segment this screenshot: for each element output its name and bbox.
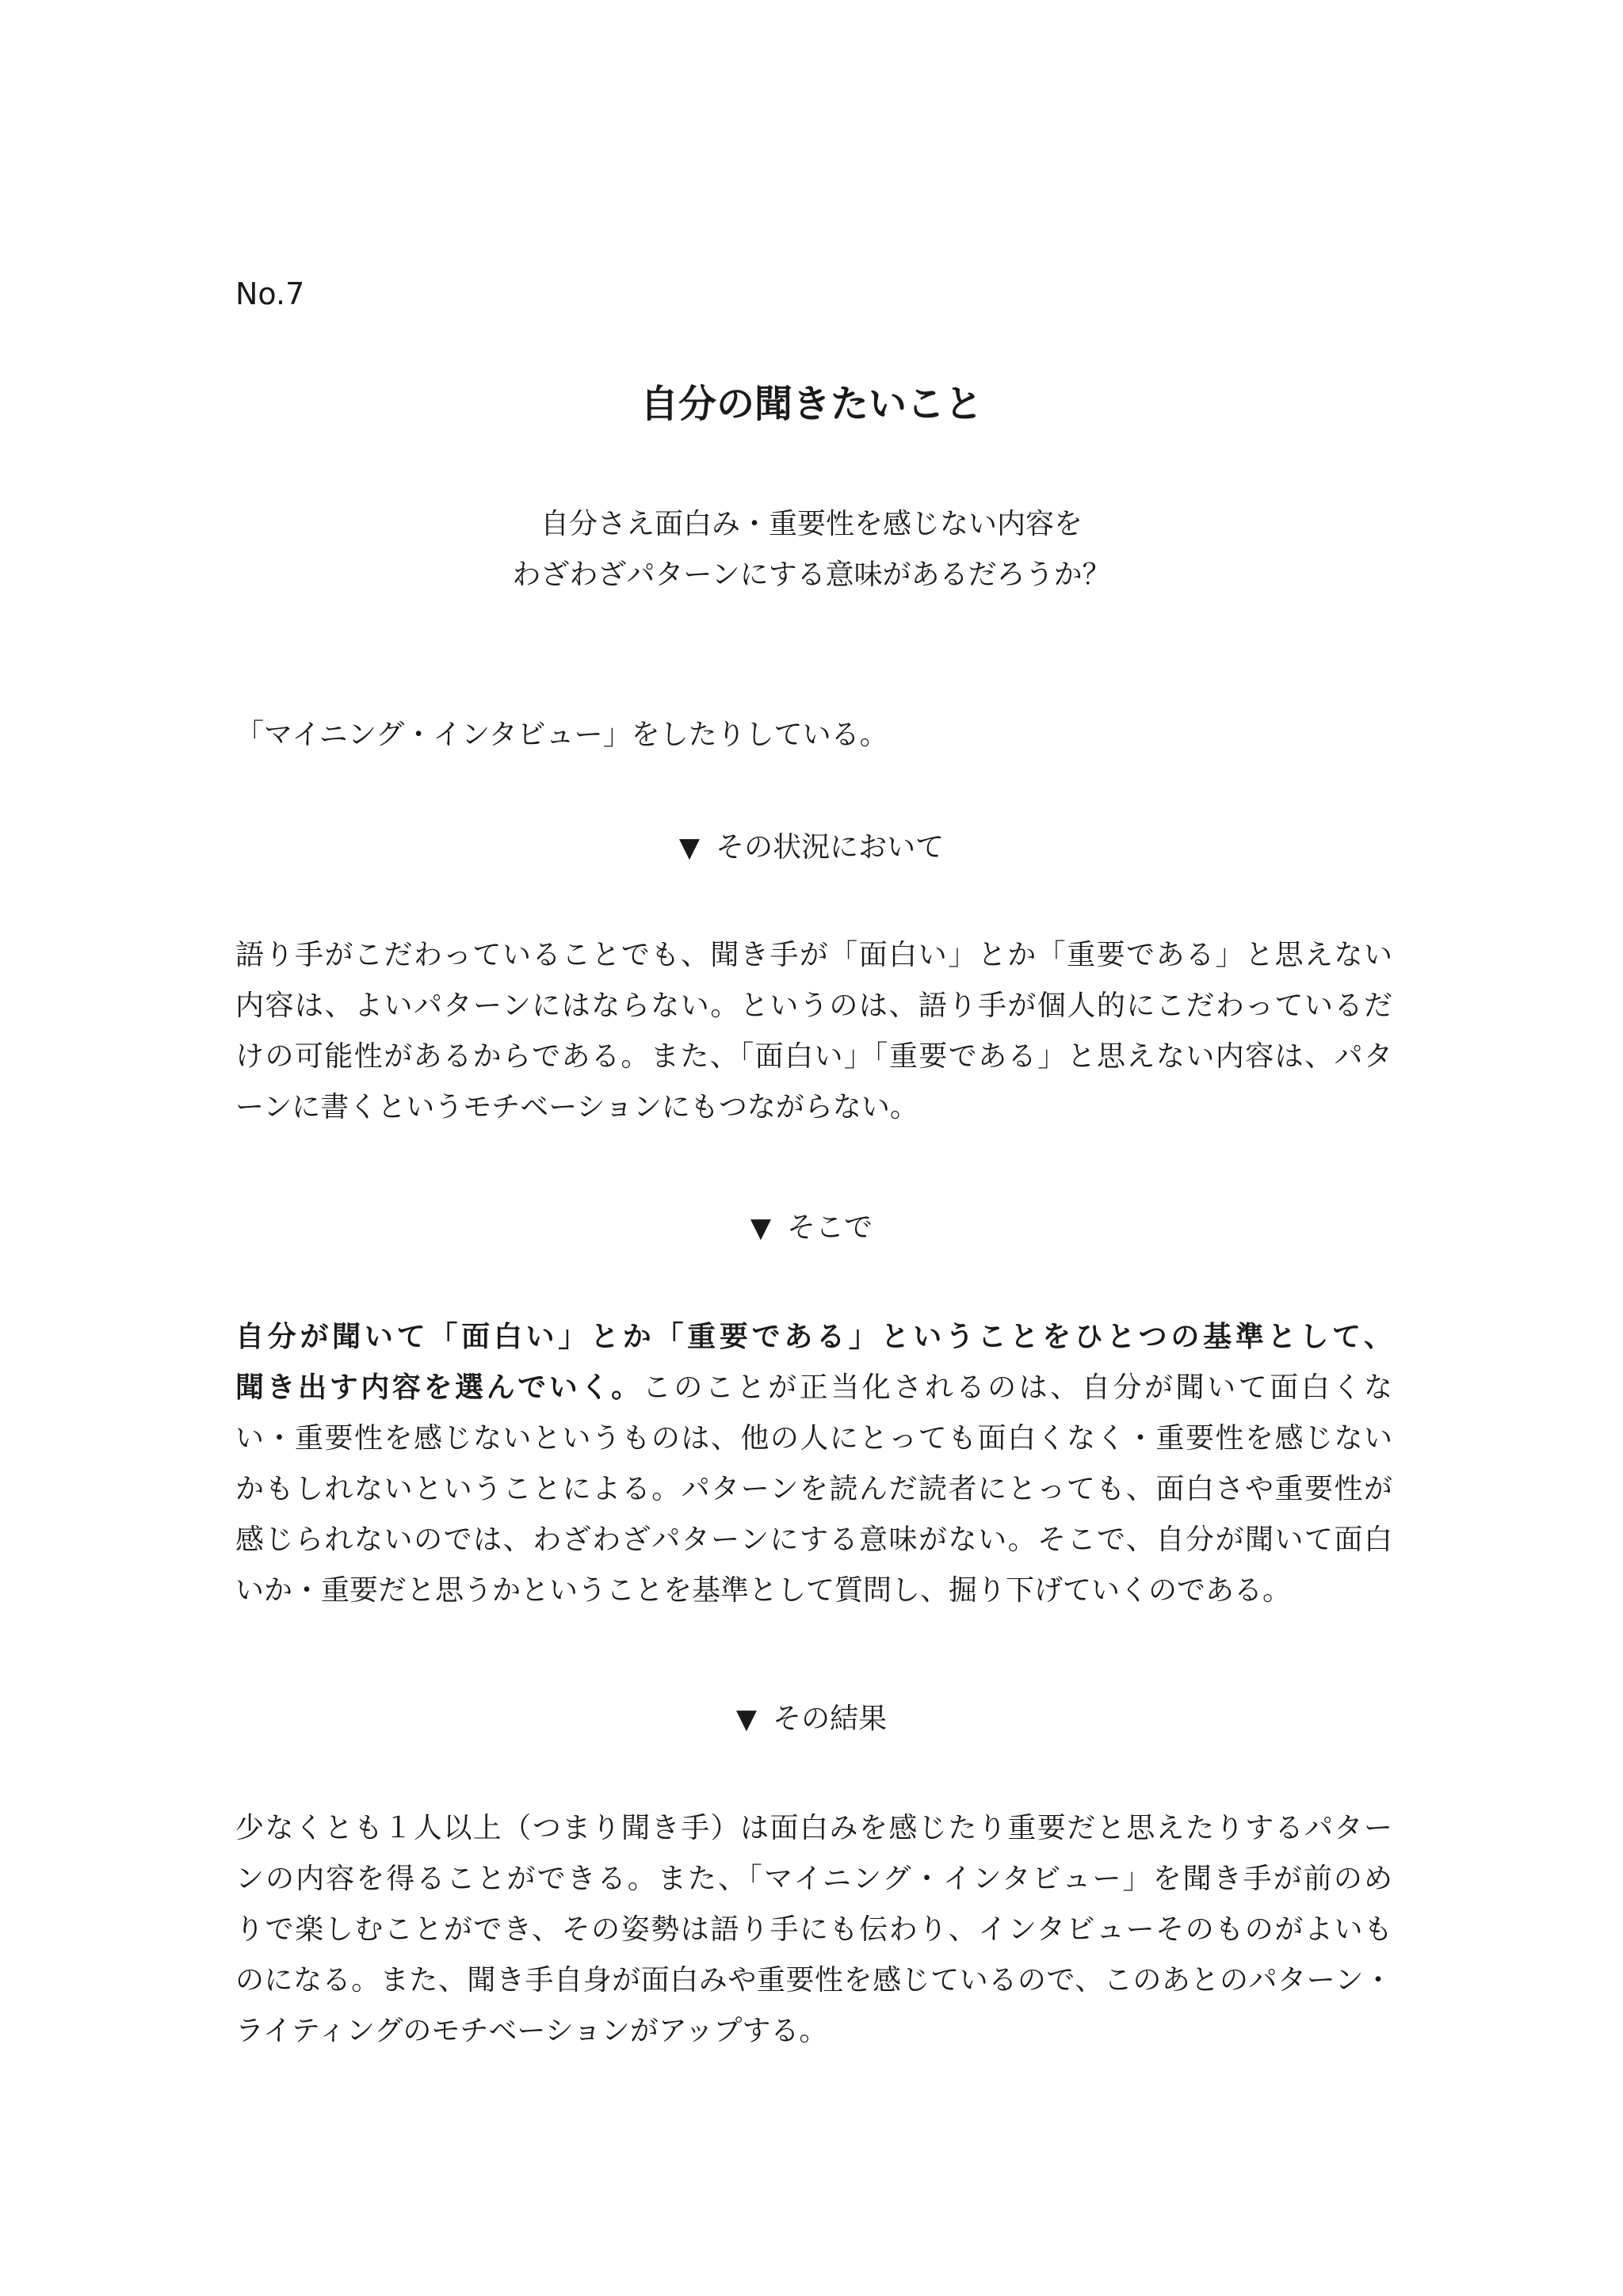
context-text: 「マイニング・インタビュー」をしたりしている。 — [235, 719, 888, 751]
paragraph-line: ライティングのモチベーションがアップする。 — [235, 2015, 828, 2047]
solution-bold-phrase: 聞き出す内容を選んでいく。 — [235, 1371, 643, 1404]
triangle-down-icon: ▼ — [735, 1703, 758, 1735]
section-label: そこで — [787, 1211, 873, 1244]
problem-body — [235, 930, 1392, 1133]
paragraph-line: ンの内容を得ることができる。また、「マイニング・インタビュー」を聞き手が前のめ — [235, 1863, 1392, 1895]
problem-statement — [0, 499, 1623, 601]
section-marker-situation — [0, 822, 1623, 873]
problem-statement-line: わざわざパターンにする意味があるだろうか？ — [512, 559, 1111, 591]
solution-body — [235, 1312, 1392, 1616]
consequence-body — [235, 1803, 1392, 2057]
paragraph-line: のになる。また、聞き手自身が面白みや重要性を感じているので、このあとのパターン・ — [235, 1964, 1392, 1997]
problem-statement-line: 自分さえ面白み・重要性を感じない内容を — [540, 508, 1083, 540]
section-label: その状況において — [716, 831, 945, 864]
paragraph-line: い・重要性を感じないというものは、他の人にとっても面白くなく・重要性を感じない — [235, 1422, 1392, 1455]
section-marker-therefore — [0, 1203, 1623, 1253]
section-marker-consequence — [0, 1694, 1623, 1745]
paragraph-line: いか・重要だと思うかということを基準として質問し、掘り下げていくのである。 — [235, 1574, 1292, 1607]
paragraph-line: けの可能性があるからである。また、「面白い」「重要である」と思えない内容は、パタ — [235, 1040, 1392, 1073]
paragraph-line: 語り手がこだわっていることでも、聞き手が「面白い」とか「重要である」と思えない — [235, 939, 1392, 971]
pattern-title: 自分の聞きたいこと — [640, 382, 983, 426]
paragraph-line — [235, 1363, 1392, 1413]
paragraph-line: ーンに書くというモチベーションにもつながらない。 — [235, 1091, 918, 1123]
section-label: その結果 — [773, 1703, 888, 1735]
pattern-number: No.7 — [235, 277, 305, 311]
solution-bold-line: 自分が聞いて「面白い」とか「重要である」ということをひとつの基準として、 — [235, 1321, 1392, 1353]
triangle-down-icon: ▼ — [750, 1212, 772, 1244]
paragraph-line: 少なくとも１人以上（つまり聞き手）は面白みを感じたり重要だと思えたりするパター — [235, 1812, 1392, 1844]
paragraph-line: りで楽しむことができ、その姿勢は語り手にも伝わり、インタビューそのものがよいも — [235, 1913, 1392, 1946]
paragraph-line: かもしれないということによる。パターンを読んだ読者にとっても、面白さや重要性が — [235, 1473, 1392, 1505]
triangle-down-icon: ▼ — [678, 832, 701, 864]
paragraph-text: このことが正当化されるのは、自分が聞いて面白くな — [642, 1371, 1392, 1404]
paragraph-line: 内容は、よいパターンにはならない。というのは、語り手が個人的にこだわっているだ — [235, 990, 1392, 1022]
paragraph-line: 感じられないのでは、わざわざパターンにする意味がない。そこで、自分が聞いて面白 — [235, 1524, 1392, 1556]
